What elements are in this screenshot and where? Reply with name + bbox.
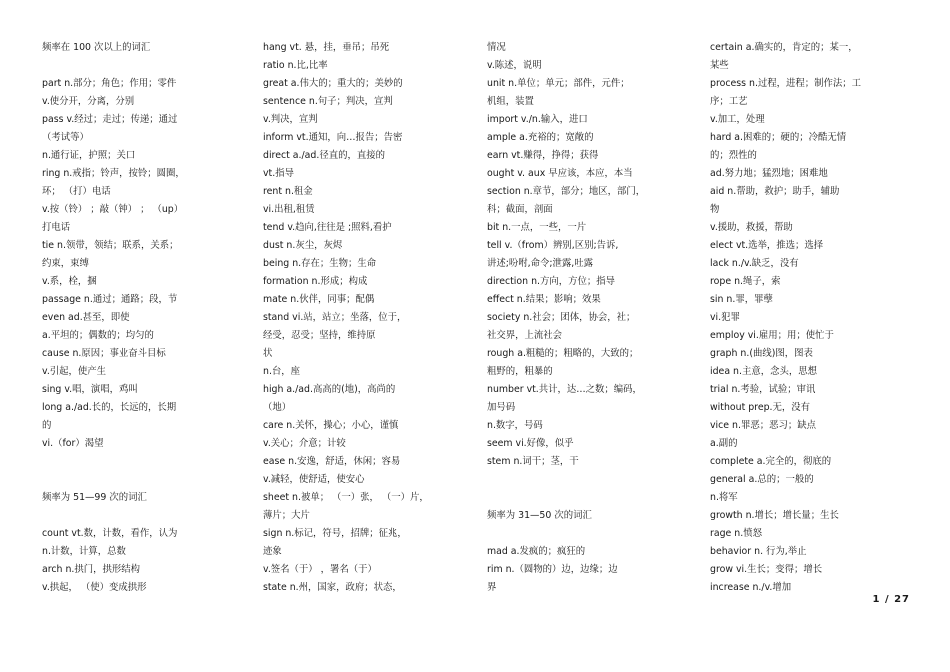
blank-line (42, 453, 212, 471)
text-line: n.台，座 (263, 366, 301, 377)
text-line: 序；工艺 (710, 96, 748, 107)
text-line: society n.社会；团体，协会，社； (487, 312, 636, 323)
text-line: tie n.领带，领结；联系，关系； (42, 240, 179, 251)
text-line: v.关心；介意；计较 (263, 438, 346, 449)
text-line: even ad.甚至，即使 (42, 312, 130, 323)
text-line: 的 (42, 420, 52, 431)
text-line: vi.（for）渴望 (42, 438, 104, 449)
text-line: 打电话 (42, 222, 71, 233)
text-line: n.将军 (710, 492, 738, 503)
text-line: vice n.罪恶；恶习；缺点 (710, 420, 816, 431)
text-line: great a.伟大的；重大的；美妙的 (263, 78, 403, 89)
text-line: 界 (487, 582, 497, 593)
blank-line (42, 57, 212, 75)
text-line: 某些 (710, 60, 729, 71)
text-line: a.副的 (710, 438, 738, 449)
text-line: hang vt. 悬，挂，垂吊；吊死 (263, 42, 390, 53)
text-line: （考试等） (42, 132, 89, 143)
text-line: employ vi.雇用；用；使忙于 (710, 330, 834, 341)
text-column-1 (42, 39, 212, 597)
blank-line (487, 525, 657, 543)
text-line: pass v.经过；走过；传递；通过 (42, 114, 178, 125)
text-line: general a.总的；一般的 (710, 474, 814, 485)
text-line: v.援助，救援，帮助 (710, 222, 793, 233)
text-line: without prep.无，没有 (710, 402, 811, 413)
text-line: increase n./v.增加 (710, 582, 792, 593)
text-line: rent n.租金 (263, 186, 313, 197)
text-line: n.数字，号码 (487, 420, 543, 431)
text-line: v.陈述，说明 (487, 60, 542, 71)
text-line: n.计数，计算，总数 (42, 546, 126, 557)
text-line: part n.部分；角色；作用；零件 (42, 78, 177, 89)
text-line: sing v.唱，演唱，鸡叫 (42, 384, 138, 395)
text-line: rage n.愤怒 (710, 528, 762, 539)
text-line: sheet n.被单； （一）张， （一）片， (263, 492, 429, 503)
text-line: section n.章节，部分；地区，部门， (487, 186, 646, 197)
text-line: number vt.共计，达…之数；编码， (487, 384, 642, 395)
text-line: v.加工，处理 (710, 114, 765, 125)
text-line: tend v.趋向,往往是 ;照料,看护 (263, 222, 392, 233)
text-line: state n.州，国家，政府；状态， (263, 582, 402, 593)
text-line: bit n.一点，一些，一片 (487, 222, 587, 233)
text-line: stem n.词干；茎，干 (487, 456, 579, 467)
text-line: 的；烈性的 (710, 150, 757, 161)
text-line: vi.犯罪 (710, 312, 740, 323)
text-line: 状 (263, 348, 273, 359)
text-line: sentence n.句子；判决，宣判 (263, 96, 393, 107)
text-line: hard a.困难的；硬的；冷酷无情 (710, 132, 847, 143)
text-line: arch n.拱门，拱形结构 (42, 564, 141, 575)
text-line: v.使分开，分离，分别 (42, 96, 135, 107)
text-line: seem vi.好像，似乎 (487, 438, 574, 449)
text-line: 物 (710, 204, 720, 215)
blank-line (487, 489, 657, 507)
text-line: passage n.通过；通路；段，节 (42, 294, 178, 305)
text-line: ease n.安逸，舒适，休闲；容易 (263, 456, 401, 467)
text-line: （地） (263, 402, 292, 413)
text-line: sign n.标记，符号，招牌；征兆， (263, 528, 407, 539)
text-line: ring n.戒指；铃声，按铃；圆圈， (42, 168, 185, 179)
text-line: 经受，忍受；坚持，维持原 (263, 330, 376, 341)
blank-line (487, 471, 657, 489)
text-line: cause n.原因；事业奋斗目标 (42, 348, 166, 359)
text-line: 薄片；大片 (263, 510, 310, 521)
text-line: 粗野的，粗暴的 (487, 366, 553, 377)
text-line: direct a./ad.径直的，直接的 (263, 150, 385, 161)
text-line: v.按（铃） ；敲（钟） ； （up） (42, 204, 184, 215)
text-line: 频率为 31—50 次的词汇 (487, 510, 592, 521)
text-line: graph n.(曲线)图，图表 (710, 348, 813, 359)
page-number: 1 / 27 (872, 594, 910, 605)
blank-line (42, 507, 212, 525)
text-line: mad a.发疯的；疯狂的 (487, 546, 586, 557)
text-line: grow vi.生长；变得；增长 (710, 564, 823, 575)
text-line: 社交界，上流社会 (487, 330, 563, 341)
text-line: 迹象 (263, 546, 282, 557)
text-line: behavior n. 行为,举止 (710, 546, 807, 557)
text-line: mate n.伙伴，同事；配偶 (263, 294, 375, 305)
text-line: ought v. aux 早应该，本应，本当 (487, 168, 633, 179)
text-line: vi.出租,租赁 (263, 204, 315, 215)
text-line: v.拱起， （使）变成拱形 (42, 582, 147, 593)
text-line: effect n.结果；影响；效果 (487, 294, 601, 305)
text-line: dust n.灰尘，灰烬 (263, 240, 343, 251)
text-line: lack n./v.缺乏，没有 (710, 258, 799, 269)
text-column-4 (710, 39, 880, 597)
text-line: long a./ad.长的，长远的，长期 (42, 402, 177, 413)
text-line: direction n.方向，方位；指导 (487, 276, 615, 287)
text-line: 加号码 (487, 402, 516, 413)
text-line: import v./n.输入，进口 (487, 114, 588, 125)
text-line: stand vi.站，站立；坐落，位于， (263, 312, 407, 323)
text-line: v.系，栓，捆 (42, 276, 97, 287)
text-line: count vt.数，计数，看作，认为 (42, 528, 178, 539)
text-line: unit n.单位；单元；部件，元件； (487, 78, 630, 89)
text-line: aid n.帮助，救护；助手，辅助 (710, 186, 840, 197)
text-line: growth n.增长；增长量；生长 (710, 510, 839, 521)
text-line: idea n.主意，念头，思想 (710, 366, 817, 377)
text-line: vt.指导 (263, 168, 294, 179)
text-line: n.通行证，护照；关口 (42, 150, 136, 161)
text-line: complete a.完全的，彻底的 (710, 456, 832, 467)
text-line: earn vt.赚得，挣得；获得 (487, 150, 599, 161)
text-line: 约束，束缚 (42, 258, 89, 269)
text-line: elect vt.选举，推选；选择 (710, 240, 824, 251)
text-line: trial n.考验，试验；审讯 (710, 384, 816, 395)
text-line: high a./ad.高高的(地)，高尚的 (263, 384, 396, 395)
text-line: being n.存在；生物；生命 (263, 258, 377, 269)
text-line: formation n.形成；构成 (263, 276, 368, 287)
text-line: tell v.（from）辨别,区别;告诉, (487, 240, 619, 251)
text-line: rough a.粗糙的；粗略的，大致的； (487, 348, 639, 359)
text-line: ample a.充裕的；宽敞的 (487, 132, 594, 143)
text-line: v.减轻，使舒适，使安心 (263, 474, 365, 485)
text-line: 情况 (487, 42, 506, 53)
text-column-2 (263, 39, 433, 597)
text-column-3 (487, 39, 657, 597)
text-line: ratio n.比,比率 (263, 60, 328, 71)
text-line: certain a.确实的，肯定的；某一， (710, 42, 858, 53)
text-line: 频率为 51—99 次的词汇 (42, 492, 147, 503)
text-line: inform vt.通知，向…报告；告密 (263, 132, 403, 143)
text-line: 机组，装置 (487, 96, 534, 107)
text-line: a.平坦的；偶数的；均匀的 (42, 330, 154, 341)
text-line: rim n.（圆物的）边，边缘；边 (487, 564, 618, 575)
text-line: rope n.绳子，索 (710, 276, 781, 287)
blank-line (42, 471, 212, 489)
text-line: 频率在 100 次以上的词汇 (42, 42, 151, 53)
text-line: 环； （打）电话 (42, 186, 111, 197)
text-line: 科；截面，剖面 (487, 204, 553, 215)
text-line: sin n.罪，罪孽 (710, 294, 773, 305)
text-line: care n.关怀，操心；小心，谨慎 (263, 420, 399, 431)
text-line: v.签名（于） ，署名（于） (263, 564, 377, 575)
text-line: process n.过程，进程；制作法；工 (710, 78, 862, 89)
text-line: ad.努力地；猛烈地；困难地 (710, 168, 828, 179)
text-line: v.引起，使产生 (42, 366, 107, 377)
text-line: v.判决，宣判 (263, 114, 318, 125)
text-line: 讲述;吩咐,命令;泄露,吐露 (487, 258, 594, 269)
